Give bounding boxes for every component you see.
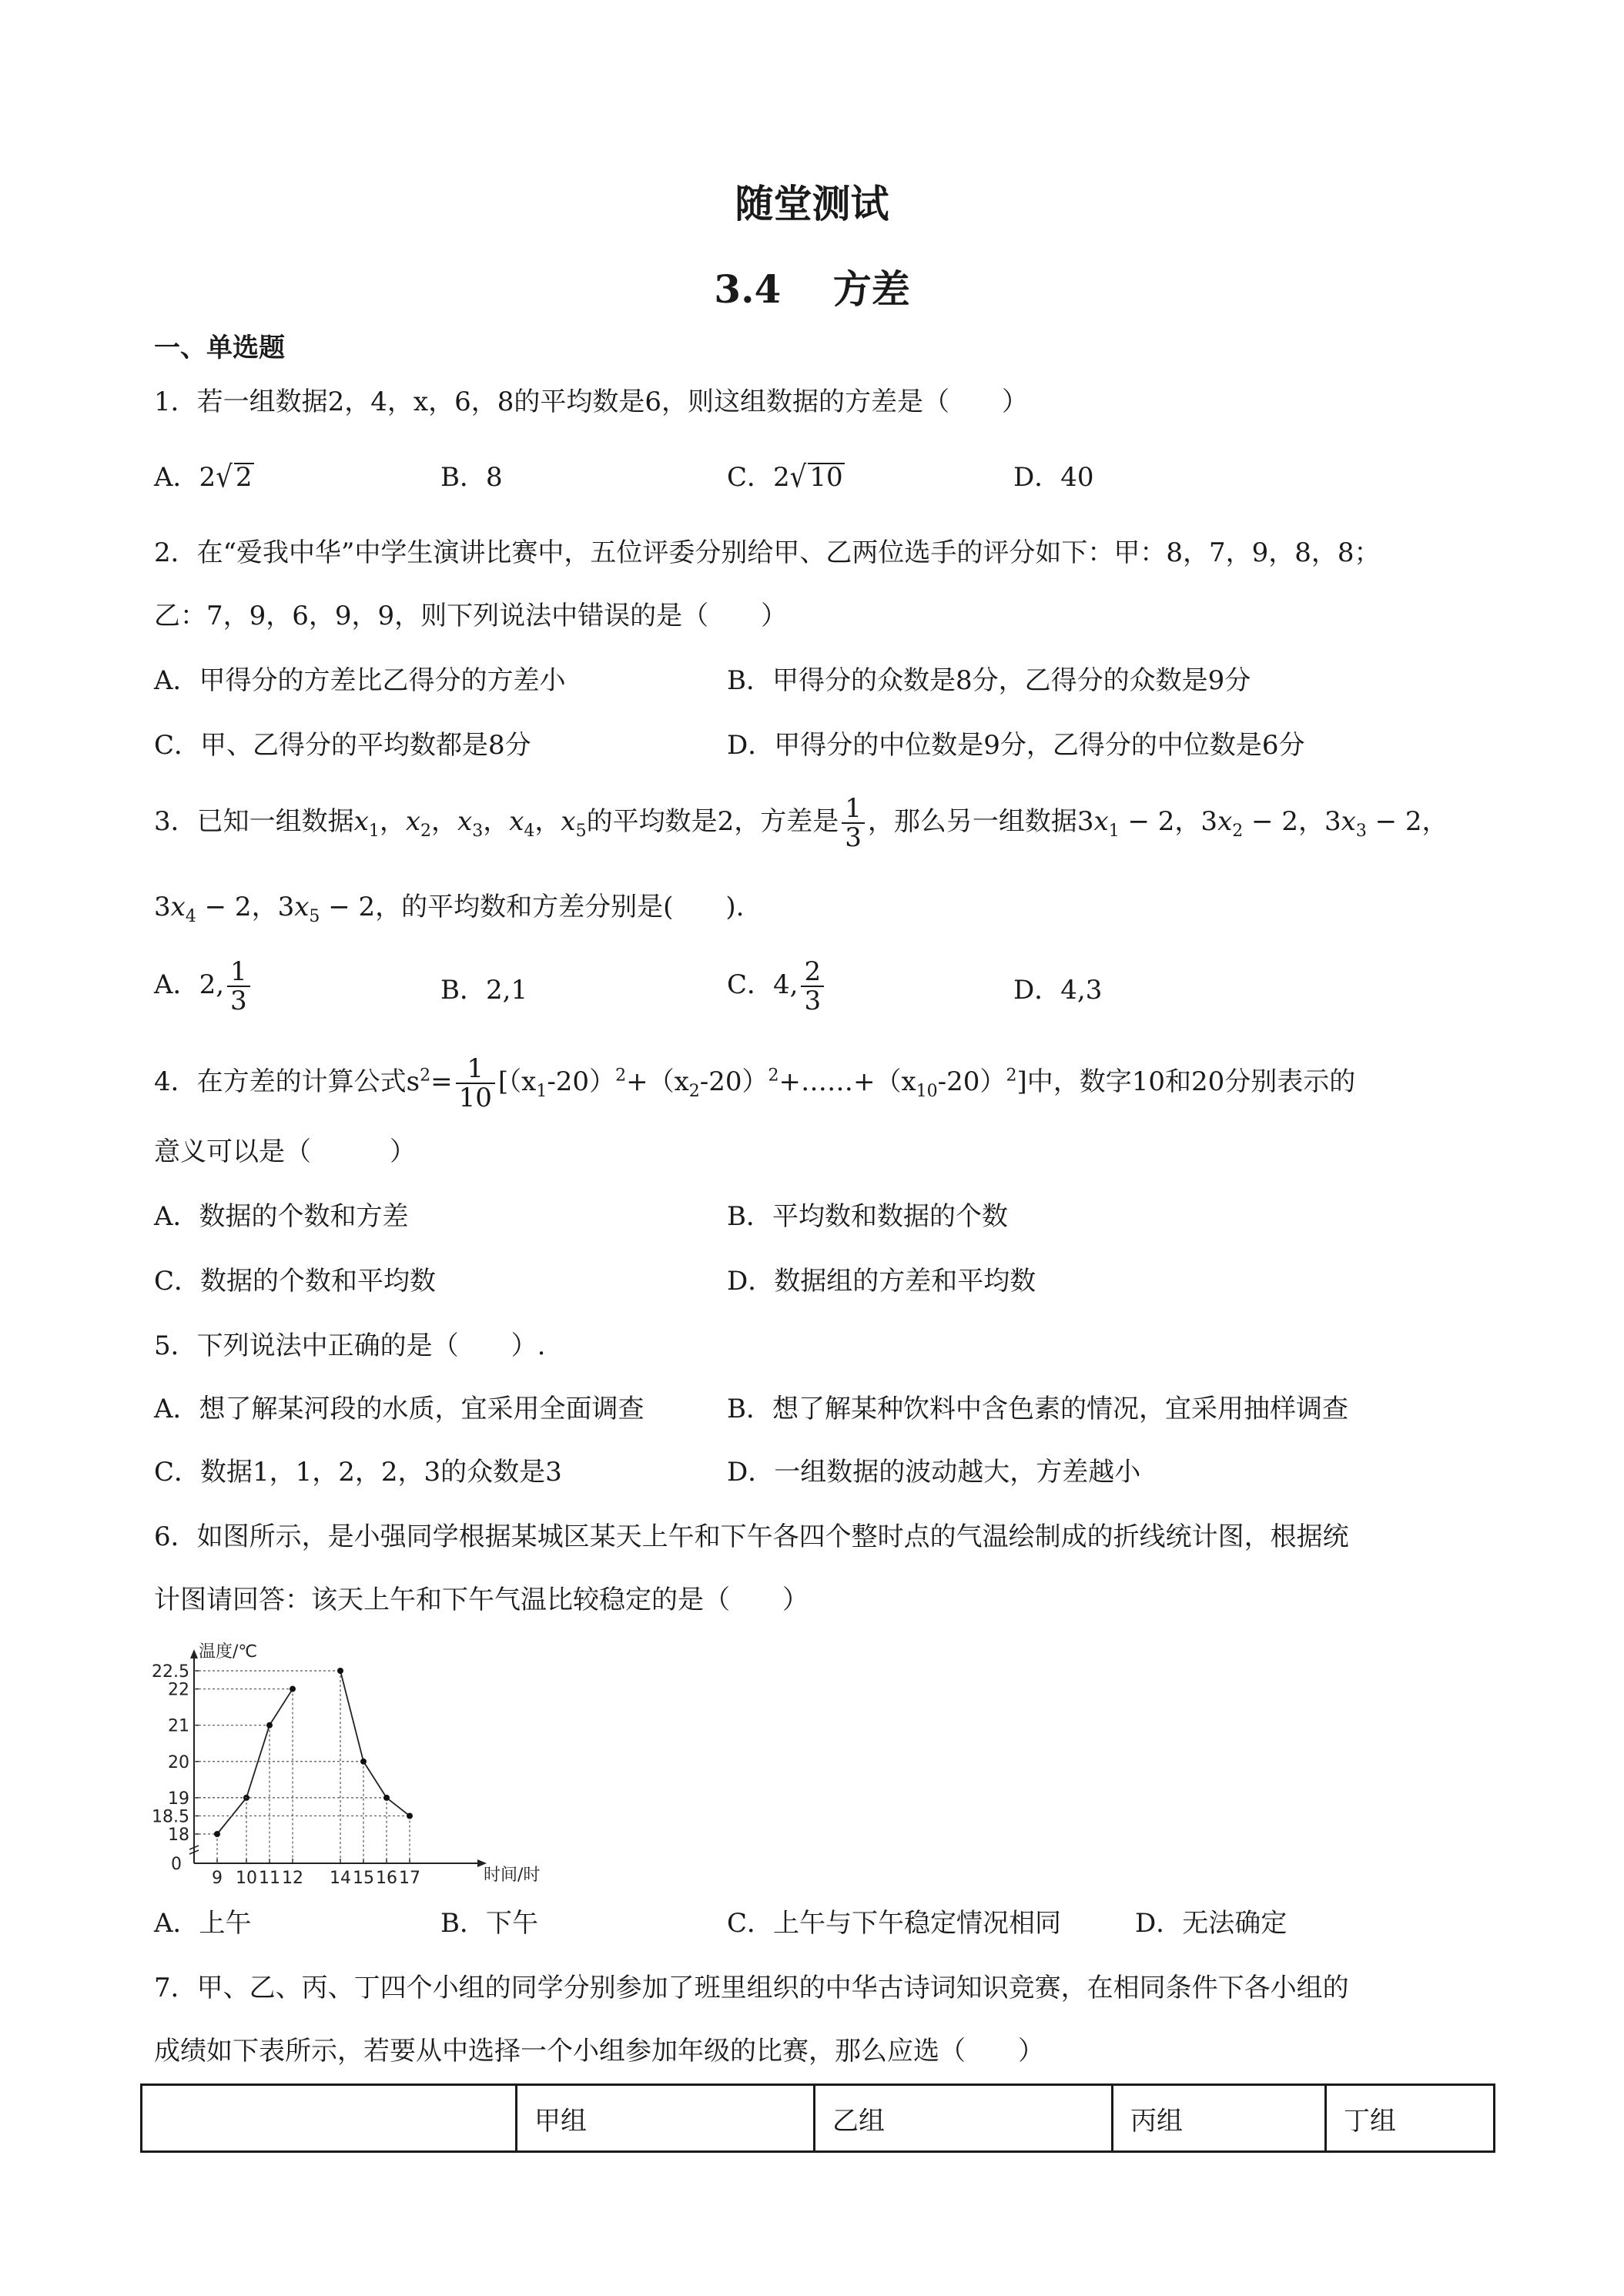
y-tick-label: 18 [168,1826,189,1845]
x-tick-label: 9 [212,1869,223,1888]
q1-option-c: C．2√ 10 [727,460,843,495]
group-score-table [140,2083,1495,2153]
question-2-line-2: 乙：7，9，6，9，9，则下列说法中错误的是（ ） [154,601,788,631]
question-3-line-2: $3x_4 - 2$，$3x_5 - 2$，的平均数和方差分别是( ). [154,892,745,926]
table-header-cell [142,2085,517,2152]
q5-option-b: B．想了解某种饮料中含色素的情况，宜采用抽样调查 [727,1394,1348,1424]
page-title: 随堂测试 [735,181,889,226]
y-tick-label: 21 [168,1716,189,1736]
table-header-row [142,2085,1495,2152]
table-header-cell: 丁组 [1326,2085,1495,2152]
question-6-line-1: 6．如图所示，是小强同学根据某城区某天上午和下午各四个整时点的气温绘制成的折线统计图，根据统 [154,1521,1349,1552]
x-tick-label: 14 [330,1869,351,1888]
question-6-line-2: 计图请回答：该天上午和下午气温比较稳定的是（ ） [154,1585,809,1615]
y-tick-label: 22.5 [152,1662,189,1682]
temperature-line-chart [146,1640,541,1894]
page-subtitle: 3.4 方差 [714,266,910,312]
x-tick-label: 16 [376,1869,397,1888]
q3-option-b: B．2,1 [440,975,528,1006]
data-point [407,1812,413,1819]
data-point [266,1722,273,1729]
q2-option-b: B．甲得分的众数是8分，乙得分的众数是9分 [727,665,1251,696]
q5-option-a: A．想了解某河段的水质，宜采用全面调查 [154,1394,645,1424]
y-tick-label: 22 [168,1680,189,1700]
y-axis-label: 温度/℃ [199,1642,258,1662]
y-tick-label: 20 [168,1752,189,1772]
data-point [290,1686,296,1692]
data-point [383,1795,390,1801]
q4-option-a: A．数据的个数和方差 [154,1201,409,1232]
origin-label: 0 [171,1855,182,1874]
y-tick-label: 18.5 [152,1807,189,1827]
x-axis-label: 时间/时 [484,1866,541,1885]
q2-option-c: C．甲、乙得分的平均数都是8分 [154,730,531,761]
q3-option-d: D．4,3 [1013,975,1103,1006]
q2-option-d: D．甲得分的中位数是9分，乙得分的中位数是6分 [727,730,1305,761]
question-7-line-2: 成绩如下表所示，若要从中选择一个小组参加年级的比赛，那么应选（ ） [154,2036,1044,2067]
x-tick-label: 15 [353,1869,374,1888]
q1-option-b: B．8 [440,462,503,493]
q1-option-d: D．40 [1013,462,1094,493]
q3-option-c: C．4, $\frac{2}{3}$ [727,958,827,1015]
x-tick-label: 17 [399,1869,420,1888]
data-point [214,1831,220,1837]
x-tick-label: 10 [236,1869,257,1888]
table-header-cell: 丙组 [1113,2085,1326,2152]
series-line [340,1671,410,1816]
question-1-stem: 1．若一组数据2，4，x，6，8的平均数是6，则这组数据的方差是（ ） [154,387,1028,417]
table-header-cell: 甲组 [517,2085,815,2152]
data-point [360,1759,367,1765]
data-point [337,1668,343,1674]
y-tick-label: 19 [168,1789,189,1809]
q4-option-b: B．平均数和数据的个数 [727,1201,1008,1232]
q5-option-d: D．一组数据的波动越大，方差越小 [727,1457,1141,1488]
x-tick-label: 11 [259,1869,280,1888]
question-7-line-1: 7．甲、乙、丙、丁四个小组的同学分别参加了班里组织的中华古诗词知识竞赛，在相同条件下各小组的 [154,1973,1349,2003]
y-axis-arrow [190,1649,198,1658]
x-tick-label: 12 [282,1869,303,1888]
question-2-line-1: 2．在“爱我中华”中学生演讲比赛中，五位评委分别给甲、乙两位选手的评分如下：甲：8，7，9，8，8； [154,537,1381,568]
q2-option-a: A．甲得分的方差比乙得分的方差小 [154,665,566,696]
table-header-cell: 乙组 [815,2085,1113,2152]
question-4-line-1: 4．在方差的计算公式$s^2=$ $\frac{1}{10}$ $[(x_1-20)^2+(x_2-20)^2+\dots\dots+(x_{10}-20)^2]$中，数字10和20分别表示的 [154,1053,1356,1113]
q3-option-a: A．2, $\frac{1}{3}$ [154,958,253,1015]
q4-option-c: C．数据的个数和平均数 [154,1266,437,1297]
question-4-line-2: 意义可以是（ ） [154,1136,416,1167]
question-3-line-1: 3．已知一组数据$x_1$，$x_2$，$x_3$，$x_4$，$x_5$的平均数是2，方差是 $\frac{1}{3}$ ，那么另一组数据$3x_1 - 2$，$3x_2 - 2$，$3x_3 - 2$， [154,793,1448,853]
question-5-stem: 5．下列说法中正确的是（ ）. [154,1330,546,1361]
q4-option-d: D．数据组的方差和平均数 [727,1266,1036,1297]
section-heading: 一、单选题 [154,333,285,363]
q1-option-a: A．2√ 2 [154,460,253,495]
q6-option-c: C．上午与下午稳定情况相同 [727,1908,1062,1939]
q5-option-c: C．数据1，1，2，2，3的众数是3 [154,1457,562,1488]
q6-option-d: D．无法确定 [1135,1908,1287,1939]
q6-option-a: A．上午 [154,1908,252,1939]
q6-option-b: B．下午 [440,1908,538,1939]
